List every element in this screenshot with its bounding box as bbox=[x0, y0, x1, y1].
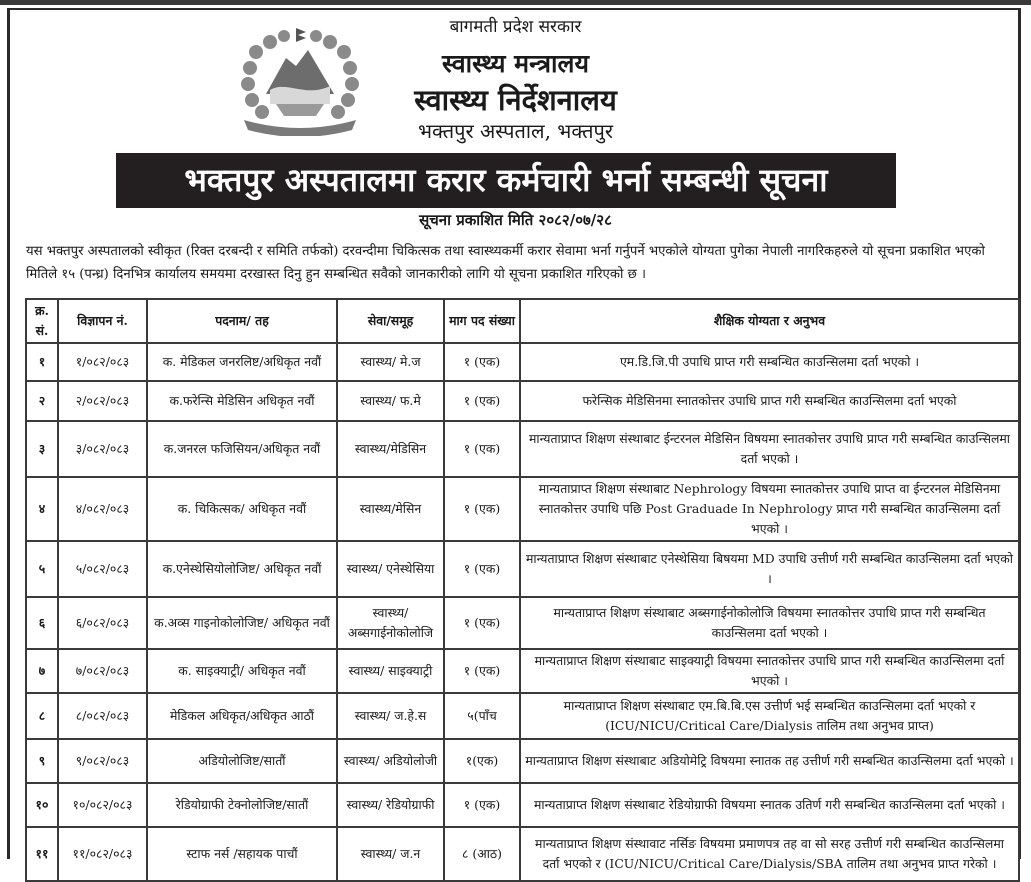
cell-advert-no: ९/०८२/०८३ bbox=[58, 739, 147, 783]
cell-serial: ९ bbox=[26, 739, 58, 783]
cell-advert-no: ६/०८२/०८३ bbox=[58, 597, 147, 649]
intro-paragraph: यस भक्तपुर अस्पतालको स्वीकृत (रिक्त दरबन्दी र समिति तर्फको) दरवन्दीमा चिकित्सक तथा स्वास्थ्यकर्मी करार सेवामा भर्ना गर्नुपर्ने भएकोले योग्यता पुगेका नेपाली नागरिकहरुले यो सूचना प्रकाशित भएको मितिले १५ (पन्ध्र) दिनभित्र कार्यालय समयमा दरखास्त दिनु हुन सम्बन्धित सवैको जानकारीको लागि यो सूचना प्रकाशित गरिएको छ । bbox=[26, 244, 985, 282]
cell-position: स्टाफ नर्स /सहायक पाचौं bbox=[147, 827, 337, 881]
cell-advert-no: ४/०८२/०८३ bbox=[58, 477, 147, 541]
cell-serial: १० bbox=[26, 783, 58, 827]
directorate-title: स्वास्थ्य निर्देशनालय bbox=[414, 83, 617, 117]
cell-qualification: मान्यताप्राप्त शिक्षण संस्थावाट नर्सिङ विषयमा प्रमाणपत्र तह वा सो सरह उत्तीर्ण गरी सम्बन्धित काउन्सिलमा दर्ता भएको र (ICU/NICU/Critical Care/Dialysis/SBA तालिम तथा अनुभव प्राप्त गरेको । bbox=[520, 827, 1019, 881]
cell-position: रेडियोग्राफी टेक्नोलोजिष्ट/सातौं bbox=[147, 783, 337, 827]
cell-service-group: स्वास्थ्य/ साइक्याट्री bbox=[337, 649, 444, 693]
cell-service-group: स्वास्थ्य/मेसिन bbox=[337, 477, 444, 541]
vacancy-table bbox=[25, 298, 1020, 882]
cell-qualification: फरेन्सिक मेडिसिनमा स्नातकोत्तर उपाधि प्राप्त गरी सम्बन्धित काउन्सिलमा दर्ता भएको bbox=[520, 381, 1019, 421]
table-row bbox=[26, 827, 1019, 881]
header-serial: क्र. सं. bbox=[26, 299, 58, 343]
cell-position: क.अव्स गाइनोकोलोजिष्ट/ अधिकृत नवौं bbox=[147, 597, 337, 649]
cell-service-group: स्वास्थ्य/मेडिसिन bbox=[337, 421, 444, 477]
cell-serial: ६ bbox=[26, 597, 58, 649]
cell-post-count: १ (एक) bbox=[444, 783, 520, 827]
government-label: बागमती प्रदेश सरकार bbox=[449, 17, 582, 37]
table-header-row bbox=[26, 299, 1019, 343]
cell-post-count: १ (एक) bbox=[444, 343, 520, 381]
header-qualification: शैक्षिक योग्यता र अनुभव bbox=[520, 299, 1019, 343]
cell-advert-no: १/०८२/०८३ bbox=[58, 343, 147, 381]
cell-position: क.एनेस्थेसियोलोजिष्ट/ अधिकृत नवौं bbox=[147, 541, 337, 597]
cell-qualification: मान्यताप्राप्त शिक्षण संस्थाबाट अब्सगाईनोकोलोजि विषयमा स्नातकोत्तर उपाधि प्राप्त गरी सम्बन्धित काउन्सिलमा दर्ता भएको । bbox=[520, 597, 1019, 649]
cell-advert-no: १०/०८२/०८३ bbox=[58, 783, 147, 827]
cell-serial: ८ bbox=[26, 693, 58, 739]
top-window-bar bbox=[0, 0, 1031, 5]
cell-serial: ३ bbox=[26, 421, 58, 477]
cell-post-count: ८ (आठ) bbox=[444, 827, 520, 881]
cell-post-count: १(एक) bbox=[444, 739, 520, 783]
cell-post-count: १ (एक) bbox=[444, 541, 520, 597]
table-row bbox=[26, 649, 1019, 693]
cell-qualification: मान्यताप्राप्त शिक्षण संस्थाबाट एनेस्थेसिया बिषयमा MD उपाधि उत्तीर्ण गरी सम्बन्धित काउन्सिलमा दर्ता भएको । bbox=[520, 541, 1019, 597]
cell-service-group: स्वास्थ्य/ रेडियोग्राफी bbox=[337, 783, 444, 827]
table-row bbox=[26, 541, 1019, 597]
cell-position: क. चिकित्सक/ अधिकृत नवौं bbox=[147, 477, 337, 541]
table-row bbox=[26, 477, 1019, 541]
cell-advert-no: ३/०८२/०८३ bbox=[58, 421, 147, 477]
table-row bbox=[26, 381, 1019, 421]
cell-service-group: स्वास्थ्य/ अडियोलोजी bbox=[337, 739, 444, 783]
table-row bbox=[26, 343, 1019, 381]
table-row bbox=[26, 739, 1019, 783]
cell-qualification: मान्यताप्राप्त शिक्षण संस्थाबाट Nephrology विषयमा स्नातकोत्तर उपाधि प्राप्त वा ईन्टरनल मेडिसिनमा स्नातकोत्तर उपाधि पछि Post Graduade In Nephrology प्राप्त गरी सम्बन्धित काउन्सिलमा दर्ता भएको । bbox=[520, 477, 1019, 541]
header-service-group: सेवा/समूह bbox=[337, 299, 444, 343]
header-position: पदनाम/ तह bbox=[147, 299, 337, 343]
cell-advert-no: ८/०८२/०८३ bbox=[58, 693, 147, 739]
cell-service-group: स्वास्थ्य/ ज.हे.स bbox=[337, 693, 444, 739]
cell-serial: २ bbox=[26, 381, 58, 421]
cell-advert-no: २/०८२/०८३ bbox=[58, 381, 147, 421]
published-date: सूचना प्रकाशित मिति २०८२/०७/२८ bbox=[419, 211, 612, 229]
cell-advert-no: ५/०८२/०८३ bbox=[58, 541, 147, 597]
table-row bbox=[26, 693, 1019, 739]
cell-position: मेडिकल अधिकृत/अधिकृत आठौं bbox=[147, 693, 337, 739]
cell-service-group: स्वास्थ्य/ एनेस्थेसिया bbox=[337, 541, 444, 597]
table-row bbox=[26, 597, 1019, 649]
cell-position: क. साइक्याट्री/ अधिकृत नवौं bbox=[147, 649, 337, 693]
cell-qualification: मान्यताप्राप्त शिक्षण संस्थाबाट ईन्टरनल मेडिसिन विषयमा स्नातकोत्तर उपाधि प्राप्त गरी सम्बन्धित काउन्सिलमा दर्ता भएको । bbox=[520, 421, 1019, 477]
cell-qualification: मान्यताप्राप्त शिक्षण संस्थाबाट साइक्याट्री विषयमा स्नातकोत्तर उपाधि प्राप्त गरी सम्बन्धित काउन्सिलमा दर्ता भएको । bbox=[520, 649, 1019, 693]
cell-serial: ५ bbox=[26, 541, 58, 597]
cell-post-count: १ (एक) bbox=[444, 597, 520, 649]
cell-qualification: मान्यताप्राप्त शिक्षण संस्थाबाट अडियोमेट्रि विषयमा स्नातक तह उत्तीर्ण गरी सम्बन्धित काउन्सिलमा दर्ता भएको । bbox=[520, 739, 1019, 783]
cell-position: क.जनरल फजिसियन/अधिकृत नवौं bbox=[147, 421, 337, 477]
cell-position: अडियोलोजिष्ट/सातौं bbox=[147, 739, 337, 783]
cell-post-count: १ (एक) bbox=[444, 649, 520, 693]
cell-post-count: ५(पाँच bbox=[444, 693, 520, 739]
cell-service-group: स्वास्थ्य/ ज.न bbox=[337, 827, 444, 881]
cell-position: क.फरेन्सि मेडिसिन अधिकृत नवौं bbox=[147, 381, 337, 421]
cell-qualification: मान्यताप्राप्त शिक्षण संस्थाबाट रेडियोग्राफी विषयमा स्नातक उतिर्ण गरी सम्बन्धित काउन्सिलमा दर्ता भएको । bbox=[520, 783, 1019, 827]
notice-banner-title: भक्तपुर अस्पतालमा करार कर्मचारी भर्ना सम्बन्धी सूचना bbox=[116, 153, 896, 208]
header-advert-no: विज्ञापन नं. bbox=[58, 299, 147, 343]
cell-serial: १ bbox=[26, 343, 58, 381]
ministry-title: स्वास्थ्य मन्त्रालय bbox=[442, 49, 589, 78]
cell-qualification: एम.डि.जि.पी उपाधि प्राप्त गरी सम्बन्धित काउन्सिलमा दर्ता भएको । bbox=[520, 343, 1019, 381]
cell-serial: ७ bbox=[26, 649, 58, 693]
cell-advert-no: ११/०८२/०८३ bbox=[58, 827, 147, 881]
cell-qualification: मान्यताप्राप्त शिक्षण संस्थाबाट एम.बि.बि.एस उत्तीर्ण भई सम्बन्धित काउन्सिलमा दर्ता भएको र (ICU/NICU/Critical Care/Dialysis तालिम तथा अनुभव प्राप्त) bbox=[520, 693, 1019, 739]
table-row bbox=[26, 783, 1019, 827]
header-post-count: माग पद संख्या bbox=[444, 299, 520, 343]
cell-serial: ४ bbox=[26, 477, 58, 541]
cell-service-group: स्वास्थ्य/ अब्सगाईनोकोलोजि bbox=[337, 597, 444, 649]
cell-position: क. मेडिकल जनरलिष्ट/अधिकृत नवौं bbox=[147, 343, 337, 381]
cell-post-count: १ (एक) bbox=[444, 477, 520, 541]
office-name: भक्तपुर अस्पताल, भक्तपुर bbox=[417, 119, 614, 143]
table-row bbox=[26, 421, 1019, 477]
cell-service-group: स्वास्थ्य/ फ.मे bbox=[337, 381, 444, 421]
cell-post-count: १ (एक) bbox=[444, 381, 520, 421]
cell-serial: ११ bbox=[26, 827, 58, 881]
cell-advert-no: ७/०८२/०८३ bbox=[58, 649, 147, 693]
cell-post-count: १ (एक) bbox=[444, 421, 520, 477]
cell-service-group: स्वास्थ्य/ मे.ज bbox=[337, 343, 444, 381]
